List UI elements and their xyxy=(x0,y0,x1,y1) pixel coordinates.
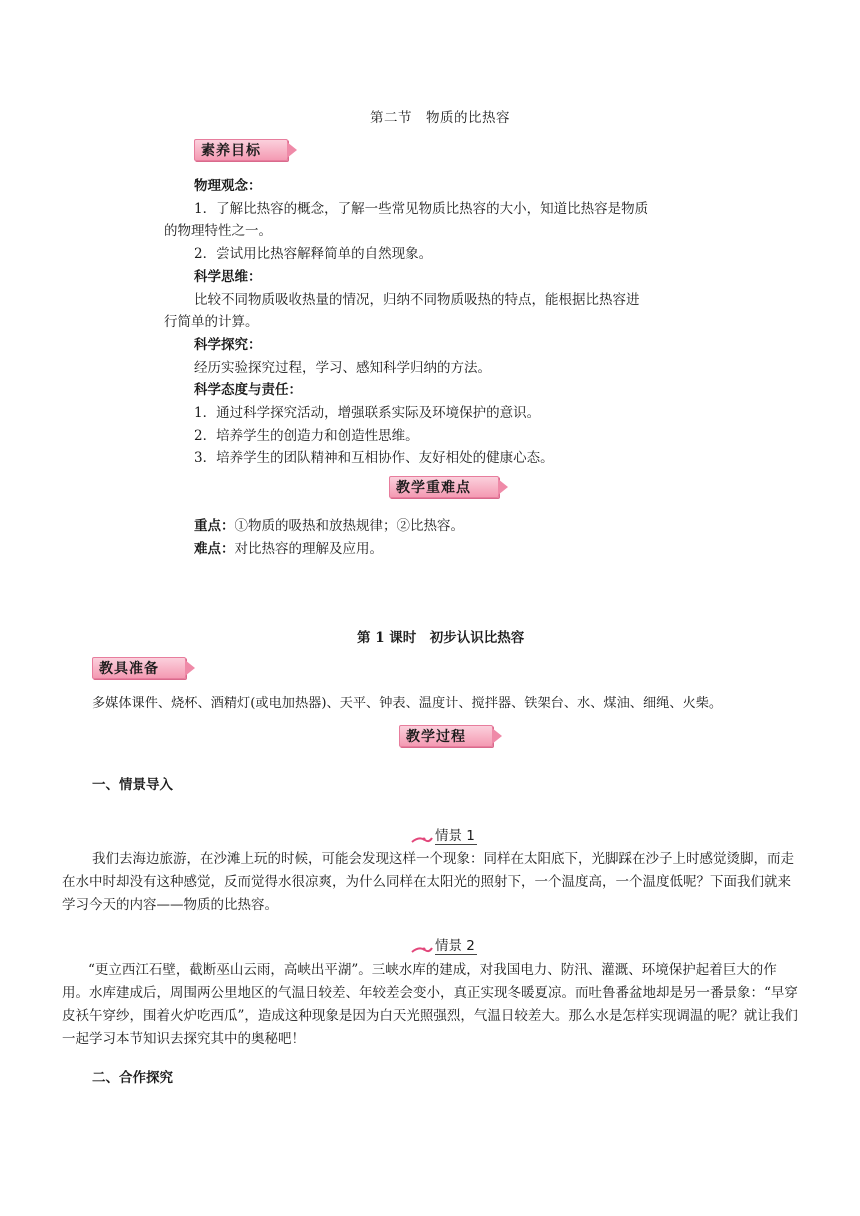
attitude-item-1: 1．通过科学探究活动，增强联系实际及环境保护的意识。 xyxy=(194,405,541,421)
flourish-icon xyxy=(411,945,433,955)
physics-concept-item-1a: 1．了解比热容的概念，了解一些常见物质比热容的大小，知道比热容是物质 xyxy=(194,201,649,217)
physics-concept-item-1b: 的物理特性之一。 xyxy=(164,223,272,239)
inquiry-heading: 科学探究： xyxy=(194,337,262,353)
scene2-text: “更立西江石壁，截断巫山云雨，高峡出平湖”。三峡水库的建成，对我国电力、防汛、灌溉、环境保护起着巨大的作用。水库建成后，周围两公里地区的气温日较差、年较差会变小，真正实现冬暖夏凉。而吐鲁番盆地却是另一番景象：“早穿皮袄午穿纱，围着火炉吃西瓜”，造成这种现象是因为白天光照强烈，气温日较差大。那么水是怎样实现调温的呢？就让我们一起学习本节知识去探究其中的奥秘吧！ xyxy=(62,962,798,1047)
key-points-badge xyxy=(389,476,499,498)
badge-arrow-icon xyxy=(287,142,297,158)
attitude-item-3: 3．培养学生的团队精神和互相协作、友好相处的健康心态。 xyxy=(194,450,554,466)
scene2-label: 情景 2 xyxy=(435,934,477,955)
flourish-icon xyxy=(411,835,433,845)
lesson-title: 第 1 课时 初步认识比热容 xyxy=(357,630,525,646)
process-badge xyxy=(399,725,493,747)
section-title: 第二节 物质的比热容 xyxy=(370,110,510,126)
scene1-label: 情景 1 xyxy=(435,824,477,845)
physics-concept-item-2: 2．尝试用比热容解释简单的自然现象。 xyxy=(194,246,433,262)
difficulty-line xyxy=(194,537,383,557)
focus-line xyxy=(194,514,464,534)
scene1-label-wrap xyxy=(411,824,477,845)
thinking-text-a: 比较不同物质吸收热量的情况，归纳不同物质吸热的特点，能根据比热容进 xyxy=(194,292,640,308)
attitude-heading: 科学态度与责任： xyxy=(194,382,302,398)
badge-arrow-icon xyxy=(498,479,508,495)
focus-text: ①物质的吸热和放热规律；②比热容。 xyxy=(234,518,464,534)
goals-badge-label: 素养目标 xyxy=(201,143,261,159)
materials-badge xyxy=(92,657,186,679)
materials-badge-label: 教具准备 xyxy=(99,661,159,677)
thinking-heading: 科学思维： xyxy=(194,269,262,285)
difficulty-text: 对比热容的理解及应用。 xyxy=(234,541,383,557)
part1-heading: 一、情景导入 xyxy=(92,777,173,793)
scene2-label-wrap xyxy=(411,934,477,955)
materials-text: 多媒体课件、烧杯、酒精灯(或电加热器)、天平、钟表、温度计、搅拌器、铁架台、水、煤油、细绳、火柴。 xyxy=(92,696,723,711)
goals-badge xyxy=(194,139,288,161)
difficulty-label: 难点： xyxy=(194,541,235,557)
attitude-item-2: 2．培养学生的创造力和创造性思维。 xyxy=(194,428,419,444)
process-badge-label: 教学过程 xyxy=(406,729,466,745)
focus-label: 重点： xyxy=(194,518,235,534)
scene1-text: 我们去海边旅游，在沙滩上玩的时候，可能会发现这样一个现象：同样在太阳底下，光脚踩在沙子上时感觉烫脚，而走在水中时却没有这种感觉，反而觉得水很凉爽，为什么同样在太阳光的照射下，一个温度高，一个温度低呢？下面我们就来学习今天的内容——物质的比热容。 xyxy=(62,851,794,913)
thinking-text-b: 行简单的计算。 xyxy=(164,314,259,330)
inquiry-item-1: 经历实验探究过程，学习、感知科学归纳的方法。 xyxy=(194,360,491,376)
physics-concept-heading: 物理观念： xyxy=(194,178,262,194)
badge-arrow-icon xyxy=(492,728,502,744)
badge-arrow-icon xyxy=(185,660,195,676)
part2-heading: 二、合作探究 xyxy=(92,1070,173,1086)
key-points-badge-label: 教学重难点 xyxy=(396,480,471,496)
